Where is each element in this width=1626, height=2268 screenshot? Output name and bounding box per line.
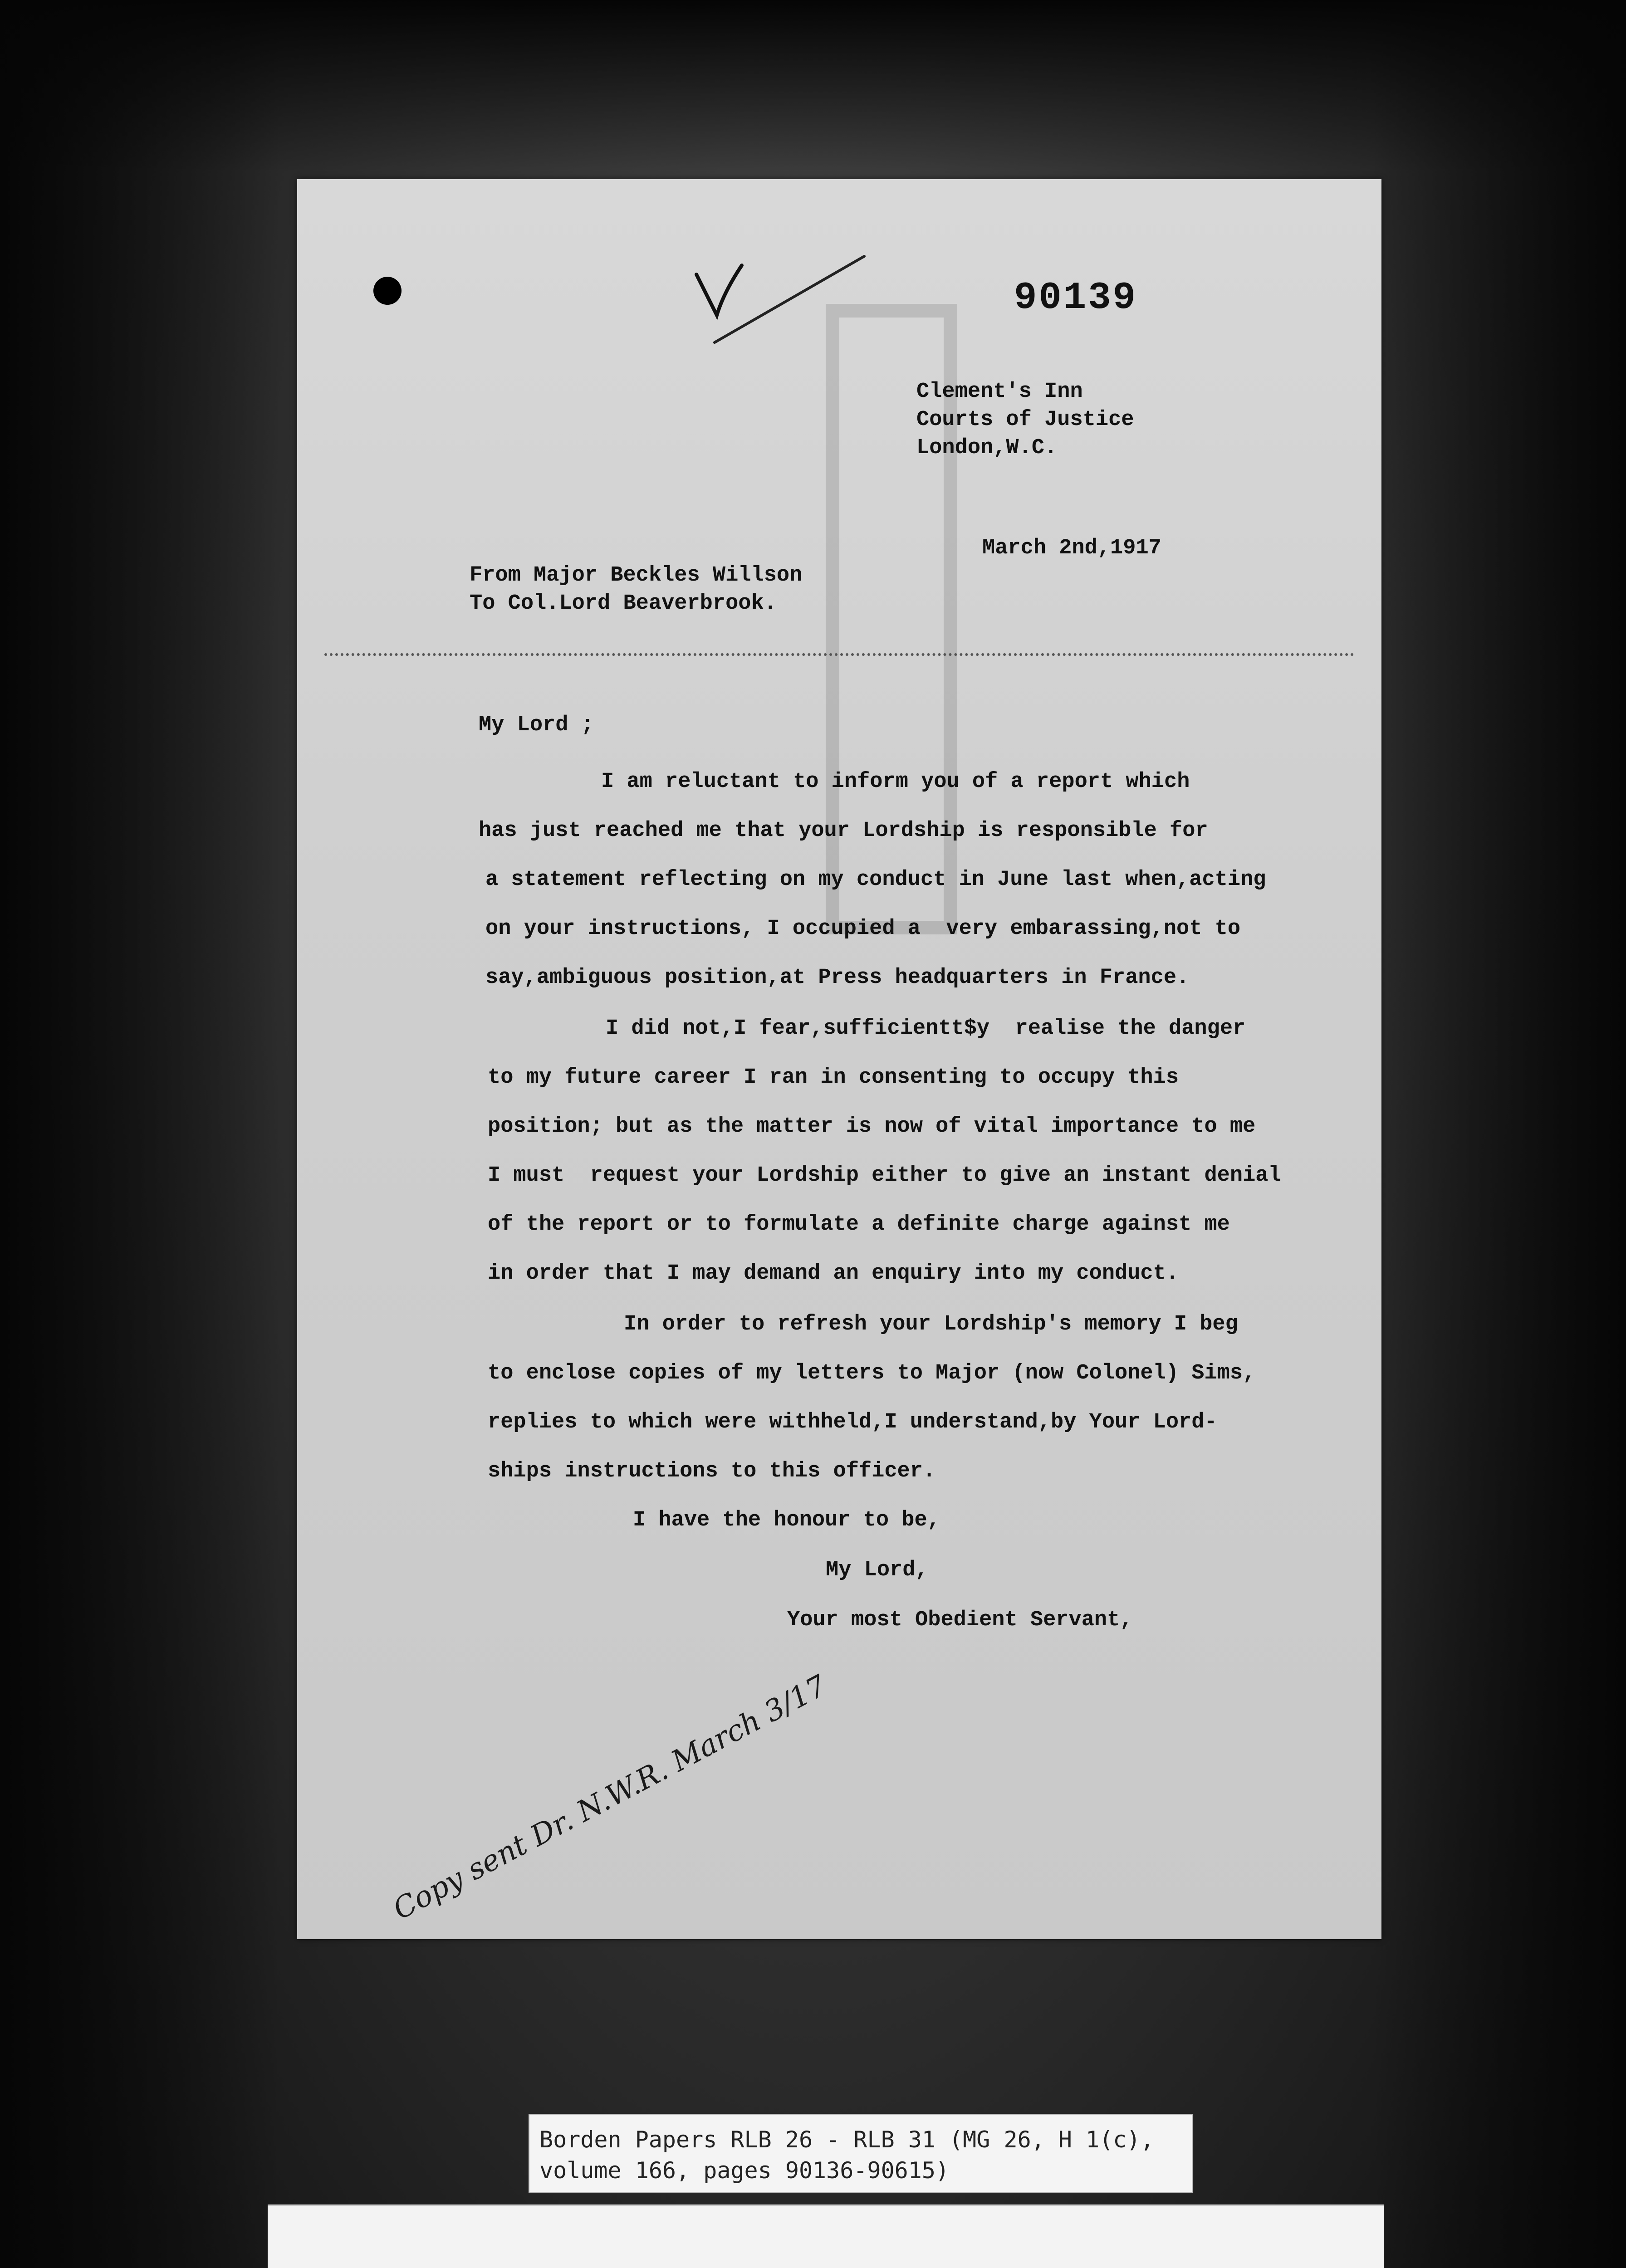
body-line: to my future career I ran in consenting to occupy this [488, 1066, 1179, 1090]
body-line: In order to refresh your Lordship's memory I beg [624, 1312, 1238, 1336]
to-line: To Col.Lord Beaverbrook. [470, 591, 777, 616]
closing-line: I have the honour to be, [633, 1508, 940, 1532]
salutation: My Lord ; [479, 713, 594, 737]
body-line: on your instructions, I occupied a very embarassing,not to [485, 917, 1241, 941]
from-line: From Major Beckles Willson [470, 563, 803, 587]
body-line: I did not,I fear,sufficientt$y realise the danger [606, 1017, 1246, 1041]
closing-line: Your most Obedient Servant, [787, 1608, 1133, 1632]
background-shadow-top [0, 0, 1626, 172]
handwritten-margin-note [370, 1669, 833, 1944]
letter-page [297, 179, 1381, 1939]
archives-card [268, 2204, 1384, 2268]
punch-hole [373, 277, 402, 305]
reference-label-line: volume 166, pages 90136-90615) [539, 2157, 950, 2184]
divider-rule [324, 653, 1354, 656]
document-number: 90139 [1014, 277, 1138, 320]
body-line: ships instructions to this officer. [488, 1459, 936, 1483]
body-line: of the report or to formulate a definite charge against me [488, 1212, 1230, 1237]
closing-line: My Lord, [826, 1558, 928, 1582]
address-line: Clement's Inn [916, 380, 1083, 404]
reference-label-line: Borden Papers RLB 26 - RLB 31 (MG 26, H 1(c), [539, 2126, 1154, 2153]
body-line: to enclose copies of my letters to Major (now Colonel) Sims, [488, 1361, 1256, 1385]
margin-note-text: Copy sent Dr. N.W.R. March 3/17 [387, 1669, 833, 1927]
body-line: say,ambiguous position,at Press headquarters in France. [485, 966, 1190, 990]
letter-date: March 2nd,1917 [982, 536, 1161, 560]
body-line: in order that I may demand an enquiry into my conduct. [488, 1261, 1179, 1286]
body-line: position; but as the matter is now of vital importance to me [488, 1114, 1256, 1139]
background-shadow-left [0, 0, 281, 2268]
address-line: London,W.C. [916, 436, 1058, 460]
background-shadow-right [1372, 0, 1626, 2268]
body-line: a statement reflecting on my conduct in June last when,acting [485, 868, 1266, 892]
body-line: replies to which were withheld,I understand,by Your Lord- [488, 1410, 1217, 1434]
body-line: has just reached me that your Lordship is responsible for [479, 819, 1208, 843]
address-line: Courts of Justice [916, 408, 1134, 432]
checkmark-icon [683, 247, 873, 352]
reference-label [529, 2114, 1193, 2193]
body-line: I am reluctant to inform you of a report which [601, 770, 1190, 794]
body-line: I must request your Lordship either to give an instant denial [488, 1163, 1281, 1188]
